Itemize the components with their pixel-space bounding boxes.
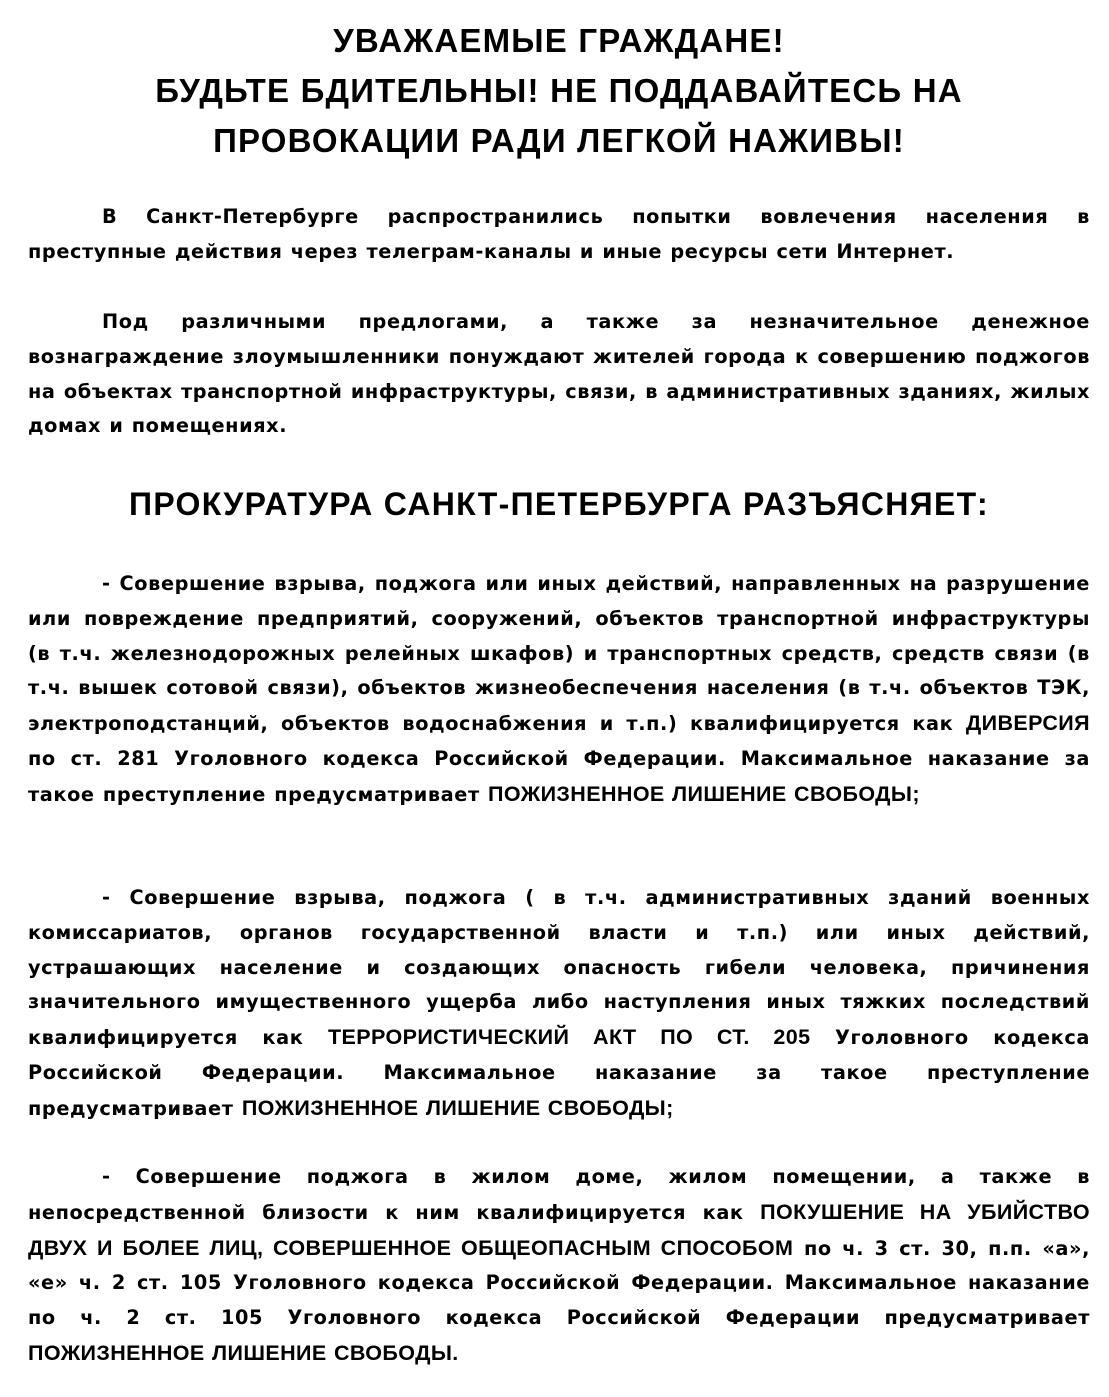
clause-item-3 xyxy=(28,1160,1090,1372)
clause-highlight: ДИВЕРСИЯ xyxy=(965,711,1090,736)
title-line-3: ПРОВОКАЦИИ РАДИ ЛЕГКОЙ НАЖИВЫ! xyxy=(213,122,905,159)
intro-paragraph-2: Под различными предлогами, а также за незначительное денежное вознаграждение злоумышленники понуждают жителей города к совершению поджогов на объектах транспортной инфраструктуры, связи, в административных зданиях, жилых домах и помещениях. xyxy=(28,310,1091,438)
clause-penalty: ПОЖИЗНЕННОЕ ЛИШЕНИЕ СВОБОДЫ xyxy=(488,781,913,806)
clause-text: - Совершение поджога в жилом доме, жилом помещении, а также в непосредственной близости к ним квалифицируется как xyxy=(28,1165,1090,1224)
clause-text: - Совершение взрыва, поджога ( в т.ч. административных зданий военных комиссариатов, органов государственной власти и т.п.) или иных действий, устрашающих население и создающих опасность гибели человека, причинения значительного имущественного ущерба либо наступления иных тяжких последствий квалифицируется как xyxy=(28,886,1090,1050)
notice-title xyxy=(28,16,1090,166)
clause-end-mark: ; xyxy=(912,781,920,806)
clause-end-mark: . xyxy=(452,1340,459,1365)
clause-highlight: ТЕРРОРИСТИЧЕСКИЙ АКТ ПО СТ. 205 xyxy=(328,1025,811,1050)
clause-item-2 xyxy=(28,881,1090,1127)
title-line-2: БУДЬТЕ БДИТЕЛЬНЫ! НЕ ПОДДАВАЙТЕСЬ НА xyxy=(155,72,963,109)
clause-penalty: ПОЖИЗНЕННОЕ ЛИШЕНИЕ СВОБОДЫ xyxy=(28,1340,453,1365)
section-heading: ПРОКУРАТУРА САНКТ-ПЕТЕРБУРГА РАЗЪЯСНЯЕТ: xyxy=(129,486,989,522)
title-line-1: УВАЖАЕМЫЕ ГРАЖДАНЕ! xyxy=(333,22,785,59)
clause-text: Уголовного кодекса Российской Федерации. Максимальное наказание за такое преступление предусматривает xyxy=(28,1026,1090,1120)
clause-text: по ч. 3 ст. 30, п.п. «а», «е» ч. 2 ст. 105 Уголовного кодекса Российской Федерации. Максимальное наказание по ч. 2 ст. 105 Уголовного кодекса Российской Федерации предусматривает xyxy=(28,1236,1090,1330)
clause-penalty: ПОЖИЗНЕННОЕ ЛИШЕНИЕ СВОБОДЫ xyxy=(241,1095,667,1120)
clause-text: - Совершение взрыва, поджога или иных действий, направленных на разрушение или повреждение предприятий, сооружений, объектов транспортной инфраструктуры (в т.ч. железнодорожных релейных шкафов) и транспортных средств, средств связи (в т.ч. вышек сотовой связи), объектов жизнеобеспечения населения (в т.ч. объектов ТЭК, электроподстанций, объектов водоснабжения и т.п.) квалифицируется как xyxy=(28,572,1090,736)
clause-end-mark: ; xyxy=(666,1095,674,1120)
clause-text: по ст. 281 Уголовного кодекса Российской Федерации. Максимальное наказание за такое преступление предусматривает xyxy=(28,746,1090,806)
intro-paragraph-1: В Санкт-Петербурге распространились попытки вовлечения населения в преступные действия через телеграм-каналы и иные ресурсы сети Интернет. xyxy=(28,205,1090,263)
clause-item-1 xyxy=(28,567,1090,813)
clause-highlight: ПОКУШЕНИЕ НА УБИЙСТВО ДВУХ И БОЛЕЕ ЛИЦ, СОВЕРШЕННОЕ ОБЩЕОПАСНЫМ СПОСОБОМ xyxy=(28,1199,1090,1260)
